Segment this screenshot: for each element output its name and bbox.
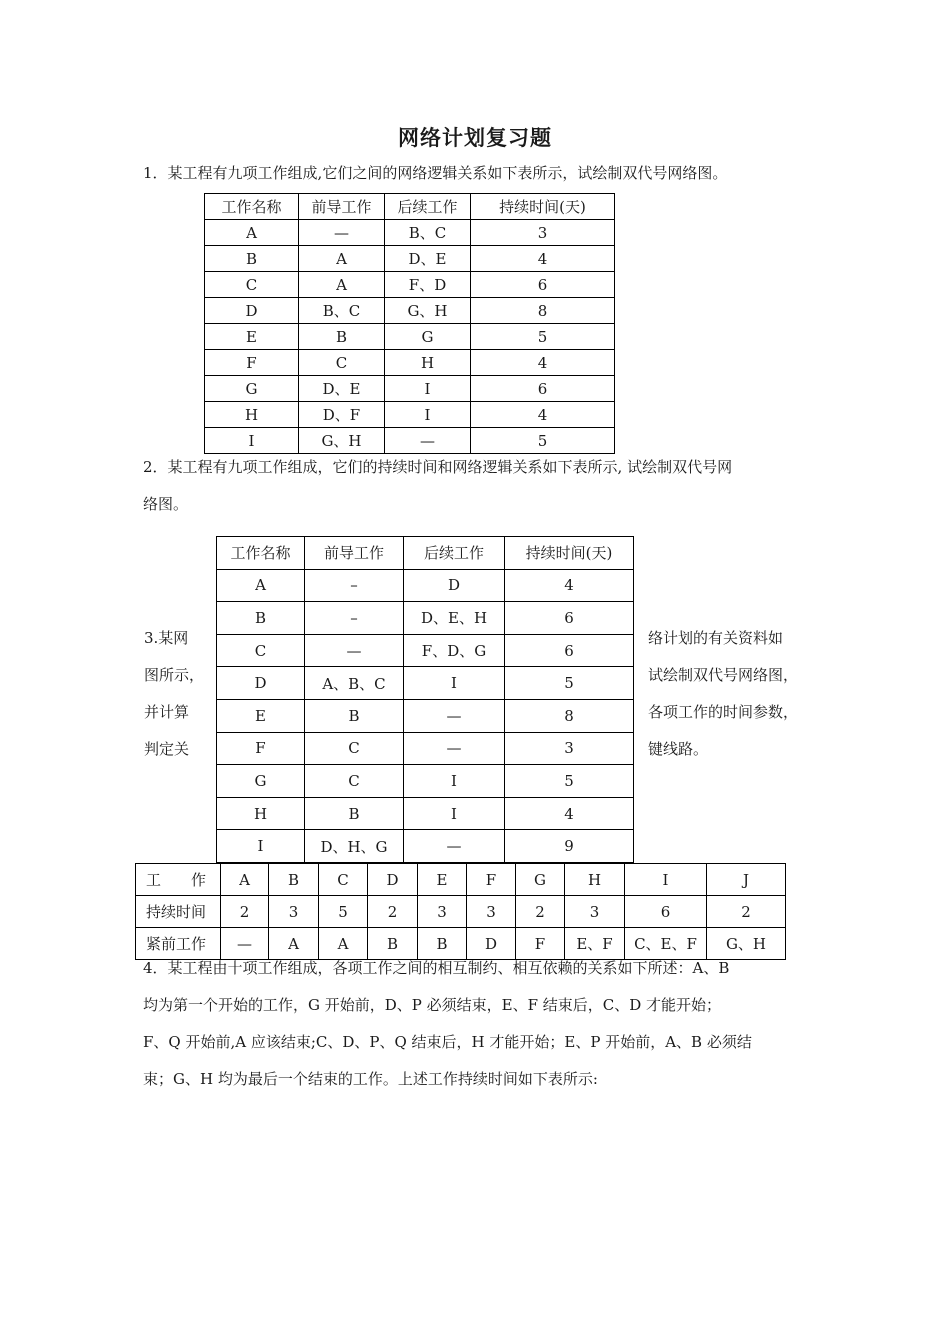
table-cell: I [217,830,305,863]
table-cell: C [319,864,368,896]
table-cell: 6 [505,634,634,667]
header-cell: 后续工作 [385,194,471,220]
table-cell: — [221,928,269,960]
header-cell: 持续时间(天) [505,537,634,570]
table-cell: 紧前工作 [136,928,221,960]
table-cell: G [385,324,471,350]
table-cell: E [217,699,305,732]
table-cell: I [385,376,471,402]
table-cell: H [565,864,625,896]
q3-table [135,863,786,960]
table-cell: E [205,324,299,350]
table-cell: 8 [471,298,615,324]
table-cell: G、H [707,928,786,960]
table-cell: — [299,220,385,246]
table-cell: B [269,864,319,896]
q1-text: 1．某工程有九项工作组成,它们之间的网络逻辑关系如下表所示，试绘制双代号网络图。 [143,164,728,182]
table-cell: B [418,928,467,960]
table-cell: G、H [299,428,385,454]
table-cell: 3 [471,220,615,246]
table-row [205,324,615,350]
table-cell: E、F [565,928,625,960]
table-row [217,602,634,635]
table-cell: 5 [471,324,615,350]
table-row [217,797,634,830]
q3-right-line: 络计划的有关资料如 [648,629,784,647]
table-cell: I [404,765,505,798]
q2-text-line1: 2．某工程有九项工作组成，它们的持续时间和网络逻辑关系如下表所示, 试绘制双代号网 [143,458,733,476]
table-cell: — [404,732,505,765]
table-cell: D [205,298,299,324]
table-cell: 6 [505,602,634,635]
table-cell: B、C [299,298,385,324]
table-cell: G、H [385,298,471,324]
table-cell: D、E [299,376,385,402]
table-row [205,272,615,298]
table-row [217,765,634,798]
table-cell: B [305,797,404,830]
table-cell: A、B、C [305,667,404,700]
table-header-row [205,194,615,220]
header-cell: 前导工作 [305,537,404,570]
table-cell: 4 [505,797,634,830]
table-cell: F [205,350,299,376]
table-cell: C [205,272,299,298]
header-cell: 前导工作 [299,194,385,220]
table-cell: D、E [385,246,471,272]
table-cell: A [299,246,385,272]
q3-left-text [144,620,204,768]
table-cell: 2 [368,896,418,928]
table-cell: D [217,667,305,700]
table-cell: H [217,797,305,830]
table-cell: A [221,864,269,896]
table-cell: H [205,402,299,428]
table-cell: E [418,864,467,896]
table-cell: 5 [471,428,615,454]
table-row [217,634,634,667]
table-cell: C [305,765,404,798]
table-cell: 9 [505,830,634,863]
table-row [136,864,786,896]
table-cell: C [299,350,385,376]
table-cell: B [205,246,299,272]
q4-line: 束；G、H 均为最后一个结束的工作。上述工作持续时间如下表所示: [143,1070,598,1088]
table-cell: 5 [319,896,368,928]
header-cell: 持续时间(天) [471,194,615,220]
table-cell: B [217,602,305,635]
table-row [205,428,615,454]
table-cell: G [516,864,565,896]
table-cell: – [305,569,404,602]
table-cell: — [385,428,471,454]
header-cell: 后续工作 [404,537,505,570]
table-cell: 持续时间 [136,896,221,928]
table-cell: D、E、H [404,602,505,635]
table-cell: 3 [269,896,319,928]
table-cell: 4 [471,350,615,376]
q3-left-line: 3.某网 [144,629,189,647]
table-row [205,402,615,428]
table-cell: A [299,272,385,298]
table-cell: 3 [418,896,467,928]
q3-left-line: 图所示， [144,666,205,684]
table-row [205,350,615,376]
table-cell: B [368,928,418,960]
table-cell: 3 [565,896,625,928]
table-cell: I [404,667,505,700]
header-cell: 工作名称 [217,537,305,570]
table-cell: I [625,864,707,896]
q3-right-line: 键线路。 [648,740,709,758]
table-cell: 5 [505,667,634,700]
table-cell: C、E、F [625,928,707,960]
table-row [136,928,786,960]
table-cell: G [217,765,305,798]
table-cell: C [305,732,404,765]
table-row [217,830,634,863]
table-cell: F、D、G [404,634,505,667]
table-cell: A [205,220,299,246]
q3-right-line: 试绘制双代号网络图， [648,666,799,684]
table-row [205,298,615,324]
table-row [217,667,634,700]
table-header-row [217,537,634,570]
table-cell: I [385,402,471,428]
table-cell: F [467,864,516,896]
table-cell: 4 [505,569,634,602]
table-cell: 5 [505,765,634,798]
table-cell: 2 [516,896,565,928]
table-cell: G [205,376,299,402]
table-cell: B、C [385,220,471,246]
q3-right-text [648,620,798,768]
table-cell: D [368,864,418,896]
table-row [217,569,634,602]
table-cell: 3 [467,896,516,928]
q1-table [204,193,615,454]
table-row [205,376,615,402]
table-cell: D [467,928,516,960]
table-row [205,220,615,246]
q3-left-line: 并计算 [144,703,190,721]
q2-text-line2: 络图。 [143,495,189,513]
table-cell: A [319,928,368,960]
q4-line: F、Q 开始前,A 应该结束;C、D、P、Q 结束后，H 才能开始；E、P 开始前，A、B 必须结 [143,1033,752,1051]
table-cell: I [404,797,505,830]
table-cell: 4 [471,402,615,428]
table-row [217,732,634,765]
table-cell: 2 [707,896,786,928]
table-cell: 8 [505,699,634,732]
table-cell: B [305,699,404,732]
table-cell: F [217,732,305,765]
table-cell: 4 [471,246,615,272]
header-cell: 工作名称 [205,194,299,220]
table-row [217,699,634,732]
page-title: 网络计划复习题 [398,125,552,150]
table-cell: — [404,699,505,732]
table-cell: 6 [471,272,615,298]
table-cell: D、H、G [305,830,404,863]
table-row [205,246,615,272]
q4-line: 均为第一个开始的工作，G 开始前，D、P 必须结束，E、F 结束后，C、D 才能开始； [143,996,722,1014]
table-cell: F、D [385,272,471,298]
table-cell: F [516,928,565,960]
table-cell: 2 [221,896,269,928]
table-cell: — [404,830,505,863]
table-cell: H [385,350,471,376]
table-cell: C [217,634,305,667]
table-cell: A [269,928,319,960]
q2-table [216,536,634,863]
table-row [136,896,786,928]
q3-right-line: 各项工作的时间参数， [648,703,799,721]
q4-line: 4．某工程由十项工作组成，各项工作之间的相互制约、相互依赖的关系如下所述：A、B [143,959,730,977]
table-cell: – [305,602,404,635]
table-cell: 工 作 [136,864,221,896]
table-cell: 6 [471,376,615,402]
table-cell: D [404,569,505,602]
table-cell: D、F [299,402,385,428]
table-cell: 6 [625,896,707,928]
table-cell: A [217,569,305,602]
q3-left-line: 判定关 [144,740,190,758]
table-cell: J [707,864,786,896]
table-cell: — [305,634,404,667]
table-cell: 3 [505,732,634,765]
table-cell: B [299,324,385,350]
table-cell: I [205,428,299,454]
